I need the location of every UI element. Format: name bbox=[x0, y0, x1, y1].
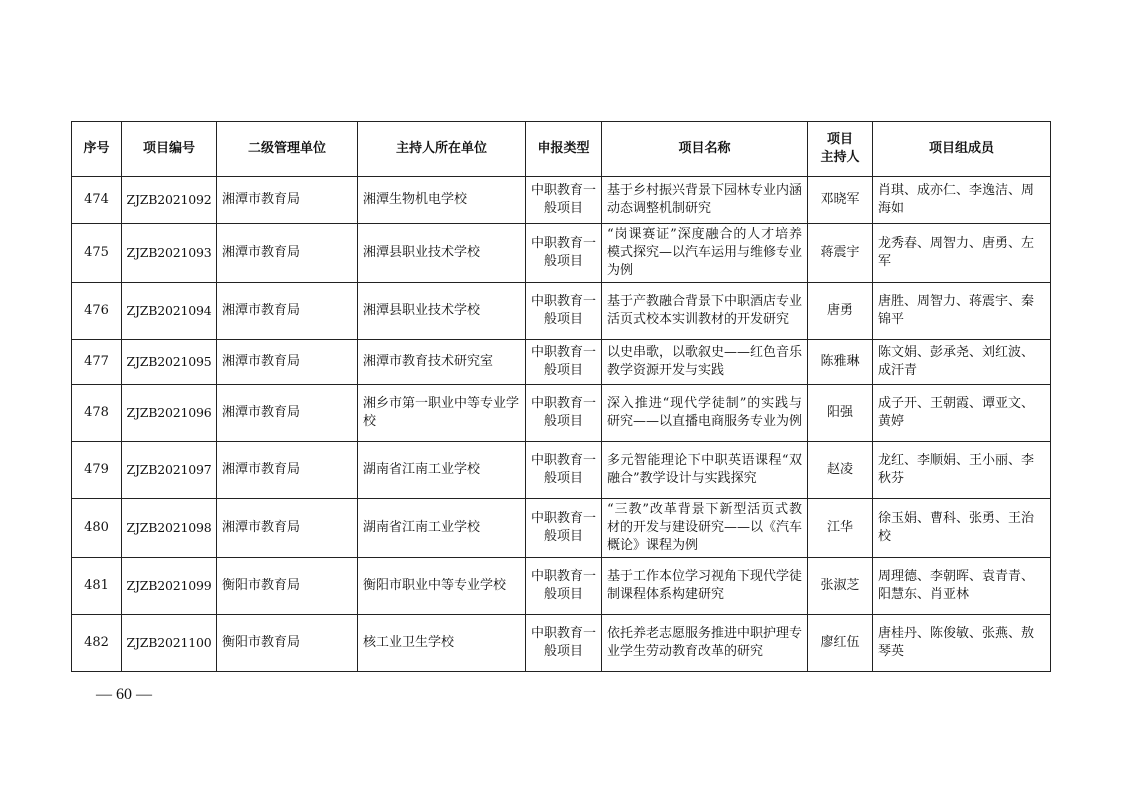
application-type: 中职教育一般项目 bbox=[526, 283, 602, 340]
project-host: 阳强 bbox=[808, 385, 873, 442]
project-name: “岗课赛证”深度融合的人才培养模式探究—以汽车运用与维修专业为例 bbox=[602, 224, 808, 283]
project-code: ZJZB2021100 bbox=[122, 615, 217, 672]
team-members: 徐玉娟、曹科、张勇、王治校 bbox=[873, 499, 1051, 558]
header-row bbox=[72, 122, 1051, 177]
row-number: 482 bbox=[72, 615, 122, 672]
project-host: 陈雅琳 bbox=[808, 340, 873, 385]
project-code: ZJZB2021097 bbox=[122, 442, 217, 499]
host-institution: 湘潭县职业技术学校 bbox=[358, 283, 526, 340]
management-unit: 湘潭市教育局 bbox=[217, 224, 358, 283]
table-row bbox=[72, 442, 1051, 499]
table-row bbox=[72, 283, 1051, 340]
team-members: 周理德、李朝晖、袁青青、阳慧东、肖亚林 bbox=[873, 558, 1051, 615]
header-members: 项目组成员 bbox=[873, 122, 1051, 177]
management-unit: 衡阳市教育局 bbox=[217, 615, 358, 672]
management-unit: 湘潭市教育局 bbox=[217, 340, 358, 385]
project-name: 以史串歌，以歌叙史——红色音乐教学资源开发与实践 bbox=[602, 340, 808, 385]
project-code: ZJZB2021096 bbox=[122, 385, 217, 442]
project-host: 张淑芝 bbox=[808, 558, 873, 615]
management-unit: 湘潭市教育局 bbox=[217, 499, 358, 558]
project-code: ZJZB2021098 bbox=[122, 499, 217, 558]
table-row bbox=[72, 224, 1051, 283]
row-number: 481 bbox=[72, 558, 122, 615]
management-unit: 湘潭市教育局 bbox=[217, 177, 358, 224]
project-name: 多元智能理论下中职英语课程“双融合”教学设计与实践探究 bbox=[602, 442, 808, 499]
host-institution: 湖南省江南工业学校 bbox=[358, 499, 526, 558]
team-members: 陈文娟、彭承尧、刘红波、成汗青 bbox=[873, 340, 1051, 385]
project-name: 基于乡村振兴背景下园林专业内涵动态调整机制研究 bbox=[602, 177, 808, 224]
table-row bbox=[72, 499, 1051, 558]
header-dept: 二级管理单位 bbox=[217, 122, 358, 177]
project-name: “三教”改革背景下新型活页式教材的开发与建设研究——以《汽车概论》课程为例 bbox=[602, 499, 808, 558]
host-institution: 湖南省江南工业学校 bbox=[358, 442, 526, 499]
header-name: 项目名称 bbox=[602, 122, 808, 177]
project-table bbox=[71, 121, 1051, 672]
host-institution: 湘潭生物机电学校 bbox=[358, 177, 526, 224]
project-code: ZJZB2021095 bbox=[122, 340, 217, 385]
project-code: ZJZB2021099 bbox=[122, 558, 217, 615]
project-code: ZJZB2021092 bbox=[122, 177, 217, 224]
project-name: 深入推进“现代学徒制”的实践与研究——以直播电商服务专业为例 bbox=[602, 385, 808, 442]
row-number: 475 bbox=[72, 224, 122, 283]
application-type: 中职教育一般项目 bbox=[526, 558, 602, 615]
header-no: 序号 bbox=[72, 122, 122, 177]
application-type: 中职教育一般项目 bbox=[526, 177, 602, 224]
management-unit: 衡阳市教育局 bbox=[217, 558, 358, 615]
project-host: 唐勇 bbox=[808, 283, 873, 340]
application-type: 中职教育一般项目 bbox=[526, 385, 602, 442]
application-type: 中职教育一般项目 bbox=[526, 499, 602, 558]
application-type: 中职教育一般项目 bbox=[526, 615, 602, 672]
table-row bbox=[72, 340, 1051, 385]
project-host: 赵凌 bbox=[808, 442, 873, 499]
team-members: 龙秀春、周智力、唐勇、左军 bbox=[873, 224, 1051, 283]
row-number: 474 bbox=[72, 177, 122, 224]
team-members: 唐胜、周智力、蒋震宇、秦锦平 bbox=[873, 283, 1051, 340]
row-number: 478 bbox=[72, 385, 122, 442]
host-institution: 湘潭县职业技术学校 bbox=[358, 224, 526, 283]
project-host: 江华 bbox=[808, 499, 873, 558]
header-code: 项目编号 bbox=[122, 122, 217, 177]
row-number: 479 bbox=[72, 442, 122, 499]
table-row bbox=[72, 385, 1051, 442]
management-unit: 湘潭市教育局 bbox=[217, 283, 358, 340]
row-number: 476 bbox=[72, 283, 122, 340]
management-unit: 湘潭市教育局 bbox=[217, 442, 358, 499]
project-name: 基于工作本位学习视角下现代学徒制课程体系构建研究 bbox=[602, 558, 808, 615]
header-unit: 主持人所在单位 bbox=[358, 122, 526, 177]
team-members: 龙红、李顺娟、王小丽、李秋芬 bbox=[873, 442, 1051, 499]
team-members: 成子开、王朝霞、谭亚文、黄婷 bbox=[873, 385, 1051, 442]
row-number: 480 bbox=[72, 499, 122, 558]
management-unit: 湘潭市教育局 bbox=[217, 385, 358, 442]
team-members: 唐桂丹、陈俊敏、张燕、敖琴英 bbox=[873, 615, 1051, 672]
project-code: ZJZB2021094 bbox=[122, 283, 217, 340]
header-type: 申报类型 bbox=[526, 122, 602, 177]
host-institution: 湘乡市第一职业中等专业学校 bbox=[358, 385, 526, 442]
application-type: 中职教育一般项目 bbox=[526, 442, 602, 499]
project-host: 廖红伍 bbox=[808, 615, 873, 672]
host-institution: 衡阳市职业中等专业学校 bbox=[358, 558, 526, 615]
host-institution: 湘潭市教育技术研究室 bbox=[358, 340, 526, 385]
project-host: 邓晓军 bbox=[808, 177, 873, 224]
project-host: 蒋震宇 bbox=[808, 224, 873, 283]
row-number: 477 bbox=[72, 340, 122, 385]
host-institution: 核工业卫生学校 bbox=[358, 615, 526, 672]
application-type: 中职教育一般项目 bbox=[526, 340, 602, 385]
table-row bbox=[72, 558, 1051, 615]
header-host: 项目 主持人 bbox=[808, 122, 873, 177]
table-body bbox=[72, 177, 1051, 672]
application-type: 中职教育一般项目 bbox=[526, 224, 602, 283]
team-members: 肖琪、成亦仁、李逸洁、周海如 bbox=[873, 177, 1051, 224]
page-number: — 60 — bbox=[96, 686, 152, 703]
project-name: 依托养老志愿服务推进中职护理专业学生劳动教育改革的研究 bbox=[602, 615, 808, 672]
project-code: ZJZB2021093 bbox=[122, 224, 217, 283]
table-row bbox=[72, 177, 1051, 224]
table-row bbox=[72, 615, 1051, 672]
project-name: 基于产教融合背景下中职酒店专业活页式校本实训教材的开发研究 bbox=[602, 283, 808, 340]
